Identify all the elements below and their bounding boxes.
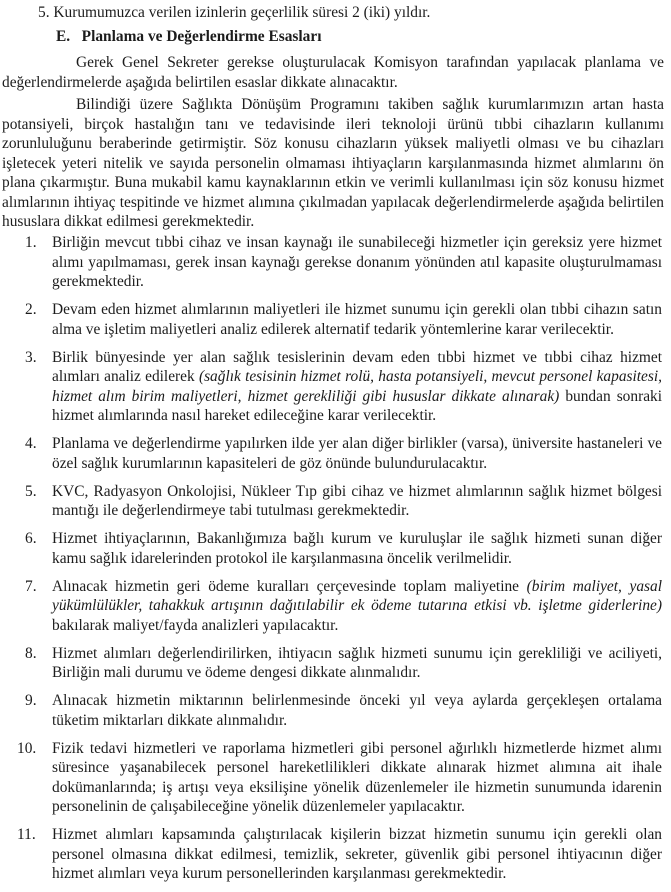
item-text: Fizik tedavi hizmetleri ve raporlama hizmetleri gibi personel ağırlıklı hizmetlerde hizmet alımı süresince yaşanabilecek personel hareketlilikleri dikkate alınarak hizmet alımına ait ihale dokümanlarında; iş artışı veya eksilişine yönelik düzenlemeler ile hizmetin sunumunda idarenin personelinin de çalışabileceğine yönelik düzenlemeler yapılacaktır. (52, 739, 662, 815)
list-item (0, 434, 662, 473)
intro-paragraph: Gerek Genel Sekreter gerekse oluşturulacak Komisyon tarafından yapılacak planlama ve değerlendirmelerde aşağıda belirtilen esaslar dikkate alınacaktır. (2, 54, 664, 91)
item-text: Birliğin mevcut tıbbi cihaz ve insan kaynağı ile sunabileceği hizmetler için gereksiz yere hizmet alımı yapılmaması, gerek insan kaynağı gerekse donanım yönünden atıl kapasite oluşturulmaması gerekmektedir. (52, 234, 662, 290)
item-number: 9. (25, 692, 37, 709)
top-item-number: 5. (38, 4, 50, 21)
item-text: Devam eden hizmet alımlarının maliyetleri ile hizmet sunumu için gerekli olan tıbbi cihazın satın alma ve işletim maliyetleri analiz edilerek alternatif tedarik yöntemlerine karar verilecektir. (52, 301, 662, 338)
list-item (0, 529, 662, 568)
top-list-item (38, 3, 658, 23)
list-item (0, 482, 662, 521)
context-paragraph: Bilindiği üzere Sağlıkta Dönüşüm Programını takiben sağlık kurumlarımızın artan hasta potansiyeli, birçok hastalığın tanı ve tedavisinde ileri teknoloji ürünü tıbbi cihazların kullanımı zorunluluğunu beraberinde getirmiştir. Söz konusu cihazların yüksek maliyetli olması ve bu cihazları işletecek yeteri nitelik ve sayıda personelin olmaması ihtiyaçların karşılanmasında hizmet alımlarını ön plana çıkarmıştır. Buna mukabil kamu kaynaklarının etkin ve verimli kullanılması için söz konusu hizmet alımlarının ihtiyaç tespitinde ve hizmet alımına çıkılmadan yapılacak değerlendirmelerde aşağıda belirtilen hususlara dikkat edilmesi gerekmektedir. (2, 96, 664, 230)
item-number: 8. (25, 644, 37, 662)
item-text: Hizmet alımları değerlendirilirken, ihtiyacın sağlık hizmeti sunumu için gerekliliği ve aciliyeti, Birliğin mali durumu ve ödeme dengesi dikkate alınmalıdır. (52, 644, 662, 681)
item-number: 4. (25, 435, 37, 452)
item-number: 10. (17, 739, 37, 757)
item-text-after: bakılarak maliyet/fayda analizleri yapılacaktır. (52, 616, 339, 634)
list-item (0, 577, 662, 636)
section-letter: E. (56, 28, 71, 45)
item-number: 1. (25, 234, 37, 251)
item-text: Planlama ve değerlendirme yapılırken ilde yer alan diğer birlikler (varsa), üniversite hastaneleri ve özel sağlık kurumlarının kapasiteleri de göz önünde bulundurulacaktır. (52, 435, 662, 472)
item-number: 6. (25, 530, 37, 547)
principles-list (0, 233, 662, 892)
list-item (0, 233, 662, 292)
item-number: 3. (25, 348, 37, 366)
item-number: 2. (25, 301, 37, 318)
item-italic-text: (birim maliyet, yasal yükümlülükler, tahakkuk artışının dağıtılabilir ek ödeme tutarına etkisi vb. işletme giderlerine) (52, 577, 662, 614)
item-text: Hizmet alımları kapsamında çalıştırılacak kişilerin bizzat hizmetin sunumu için gerekli olan personel olmasına dikkat edilmesi, temizlik, sekreter, güvenlik gibi personel ihtiyacının diğer hizmet alımları veya kurum personellerinden karşılanması gerekmektedir. (52, 826, 662, 882)
list-item (0, 300, 662, 339)
section-heading (56, 27, 321, 47)
item-number: 5. (25, 482, 37, 500)
list-item (0, 644, 662, 683)
item-number: 7. (25, 577, 37, 595)
item-text: KVC, Radyasyon Onkolojisi, Nükleer Tıp gibi cihaz ve hizmet alımlarının sağlık hizmet bölgesi mantığı ile değerlendirmeye tabi tutulması gerekmektedir. (52, 482, 662, 519)
list-item (0, 691, 662, 730)
item-number: 11. (17, 826, 36, 843)
list-item (0, 739, 662, 817)
list-item (0, 348, 662, 426)
item-text: Birlik bünyesinde yer alan sağlık tesislerinin devam eden tıbbi hizmet ve tıbbi cihaz hizmet alımları analiz edilerek (52, 348, 662, 385)
item-text: Alınacak hizmetin geri ödeme kuralları çerçevesinde toplam maliyetine (52, 577, 527, 595)
item-text: Hizmet ihtiyaçlarının, Bakanlığımıza bağlı kurum ve kuruluşlar ile sağlık hizmeti sunan diğer kamu sağlık idarelerinden protokol ile karşılanmasına öncelik verilmelidir. (52, 530, 662, 567)
item-text: Alınacak hizmetin miktarının belirlenmesinde önceki yıl veya aylarda gerçekleşen ortalama tüketim miktarları dikkate alınmalıdır. (52, 692, 662, 729)
section-title: Planlama ve Değerlendirme Esasları (81, 28, 322, 45)
item-italic-text: (sağlık tesisinin hizmet rolü, hasta potansiyeli, mevcut personel kapasitesi, hizmet alım birim maliyetleri, hizmet gerekliliği gibi hususlar dikkate alınarak) (52, 368, 662, 405)
list-item (0, 825, 662, 884)
top-item-text: Kurumumuzca verilen izinlerin geçerlilik süresi 2 (iki) yıldır. (53, 4, 431, 21)
item-text-after: bundan sonraki hizmet alımlarında nasıl hareket edileceğine karar verilecektir. (52, 387, 663, 424)
